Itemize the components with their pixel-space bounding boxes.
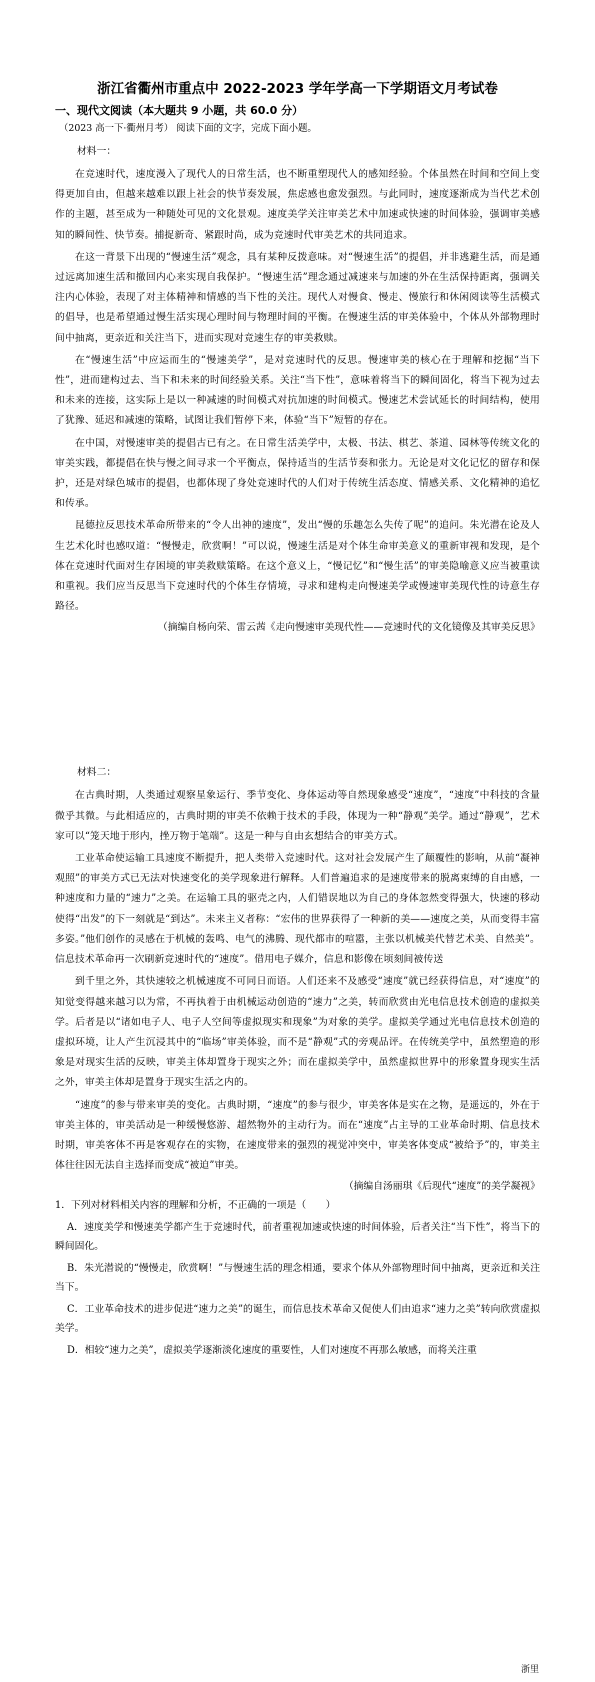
material-one-label: 材料一： [77,146,117,157]
section-heading: 一、现代文阅读（本大题共 9 小题，共 60.0 分） [55,104,304,117]
material-one-paragraph: 昆德拉反思技术革命所带来的“令人出神的速度”，发出“慢的乐趣怎么失传了呢”的追问。朱光潜在论及人生艺术化时也感叹道：“慢慢走，欣赏啊！”可以说，慢速生活是对个体生命审美意义的重新审视和发现，是个体在竞速时代面对生存困境的审美救赎策略。在这个意义上，“慢记忆”和“慢生活”的审美隐喻意义应当被重读和重视。我们应当反思当下竞速时代的个体生存情境，寻求和建构走向慢速美学或慢速审美现代性的诗意生存路径。 [55,520,540,613]
material-two-paragraph: 工业革命使运输工具速度不断提升，把人类带入竞速时代。这对社会发展产生了颠覆性的影响，从前“凝神观照”的审美方式已无法对快速变化的美学现象进行解释。人们普遍追求的是速度带来的脱离束缚的自由感，一种速度和力量的“速力”之美。在运输工具的驱壳之内，人们错误地以为自己的身体忽然变得强大，快速的移动使得“出发”的下一刻就是“到达”。未来主义者称：“宏伟的世界获得了一种新的美——速度之美，从而变得丰富多姿。”他们创作的灵感在于机械的轰鸣、电气的沸腾、现代都市的喧嚣，主张以机械美代替艺术美、自然美”。信息技术革命再一次刷新竞速时代的“速度”。借用电子媒介，信息和影像在顷刻间被传送 [55,853,540,966]
material-two-paragraph: 到千里之外，其快速较之机械速度不可同日而语。人们还来不及感受“速度”就已经获得信息，对“速度”的知觉变得越来越习以为常，不再执着于由机械运动创造的“速力”之美，转而欣赏由光电信息技术创造的虚拟美学。后者是以“诸如电子人、电子人空间等虚拟现实和现象”为对象的美学。虚拟美学通过光电信息技术创造的虚拟环境，让人产生沉浸其中的“临场”审美体验，而不是“静观”式的旁观品评。在传统美学中，虽然塑造的形象是对现实生活的反映，审美主体却置身于现实之外；而在虚拟美学中，虽然虚拟世界中的形象置身现实生活之外，审美主体却是置身于现实生活之内的。 [55,976,540,1089]
question-one-option-c: C．工业革命技术的进步促进“速力之美”的诞生，而信息技术革命又促使人们由追求“速力之美”转向欣赏虚拟美学。 [55,1303,540,1335]
question-one-option-b: B．朱光潜说的“慢慢走，欣赏啊！”与慢速生活的理念相通，要求个体从外部物理时间中抽离，更亲近和关注当下。 [55,1262,540,1294]
question-one-stem: 1．下列对材料相关内容的理解和分析，不正确的一项是（ ） [55,1200,336,1212]
exam-title: 浙江省衢州市重点中 2022-2023 学年学高一下学期语文月考试卷 [97,81,498,97]
material-two-source: （摘编自汤丽琪《后现代“速度”的美学凝视》 [343,1181,540,1193]
material-two-paragraph: “速度”的参与带来审美的变化。古典时期，“速度”的参与很少，审美客体是实在之物，是遥远的，外在于审美主体的，审美活动是一种缓慢悠游、超然物外的主动行为。而在“速度”占主导的工业革命时期、信息技术时期，审美客体不再是客观存在的实物，在速度带来的强烈的视觉冲突中，审美客体变成“被给予”的，审美主体往往因无法自主选择而变成“被迫”审美。 [55,1099,540,1172]
material-one-paragraph: 在中国，对慢速审美的提倡古已有之。在日常生活美学中，太极、书法、棋艺、茶道、园林等传统文化的审美实践，都提倡在快与慢之间寻求一个平衡点，保持适当的生活节奏和张力。无论是对文化记忆的留存和保护，还是对绿色城市的提倡，也都体现了身处竞速时代的人们对于传统生活态度、情感关系、文化精神的追忆和传承。 [55,437,540,510]
material-two-paragraph: 在古典时期，人类通过观察星象运行、季节变化、身体运动等自然现象感受“速度”，“速度”中科技的含量微乎其微。与此相适应的，古典时期的审美不依赖于技术的手段，体现为一种“静观”美学。通过“静观”，艺术家可以“笼天地于形内，挫万物于笔端”。这是一种与自由玄想结合的审美方式。 [55,790,540,842]
material-two-label: 材料二： [77,767,117,779]
reading-instructions: （2023 高一下·衢州月考） 阅读下面的文字，完成下面小题。 [59,123,317,134]
question-one-option-d: D．相较“速力之美”，虚拟美学逐渐淡化速度的重要性，人们对速度不再那么敏感，而将关注重 [67,1344,477,1356]
page-footer: 浙里 [520,1665,539,1675]
material-one-paragraph: 在竞速时代，速度漫入了现代人的日常生活，也不断重塑现代人的感知经验。个体虽然在时间和空间上变得更加自由，但越来越难以跟上社会的快节奏发展，焦虑感也愈发强烈。与此同时，速度逐渐成为当代艺术创作的主题，甚至成为一种随处可见的文化景观。速度美学关注审美艺术中加速或快速的时间体验，强调审美感知的瞬间性、快节奏。捕捉新奇、紧跟时尚，成为竞速时代审美艺术的共同追求。 [55,169,540,241]
material-one-paragraph: 在这一背景下出现的“慢速生活”观念，具有某种反拨意味。对“慢速生活”的提倡，并非逃避生活，而是通过远离加速生活和撤回内心来实现自我保护。“慢速生活”理念通过减速来与加速的外在生活保持距离，强调关注内心体验，表现了对主体精神和情感的当下性的关注。现代人对慢食、慢走、慢旅行和休闲阅读等生活模式的倡导，也是希望通过慢生活实现心理时间与物理时间的平衡。在慢速生活的审美体验中，个体从外部物理时间中抽离，更亲近和关注当下，进而实现对竞速生存的审美救赎。 [55,251,540,344]
material-one-source: （摘编自杨向荣、雷云茜《走向慢速审美现代性——竞速时代的文化镜像及其审美反思》 [157,622,540,634]
material-one-paragraph: 在“慢速生活”中应运而生的“慢速美学”，是对竞速时代的反思。慢速审美的核心在于理解和挖掘“当下性”，进而建构过去、当下和未来的时间经验关系。关注“当下性”，意味着将当下的瞬间固化，将当下视为过去和未来的连接，这实际上是以一种减速的时间模式对抗加速的时间模式。慢速艺术尝试延长的时间结构，使用了犹豫、延迟和减速的策略，试图让我们暂停下来，体验“当下”短暂的存在。 [55,354,540,427]
question-one-option-a: A．速度美学和慢速美学都产生于竞速时代，前者重视加速或快速的时间体验，后者关注“当下性”，将当下的瞬间固化。 [55,1221,540,1253]
page-gap [55,637,540,765]
